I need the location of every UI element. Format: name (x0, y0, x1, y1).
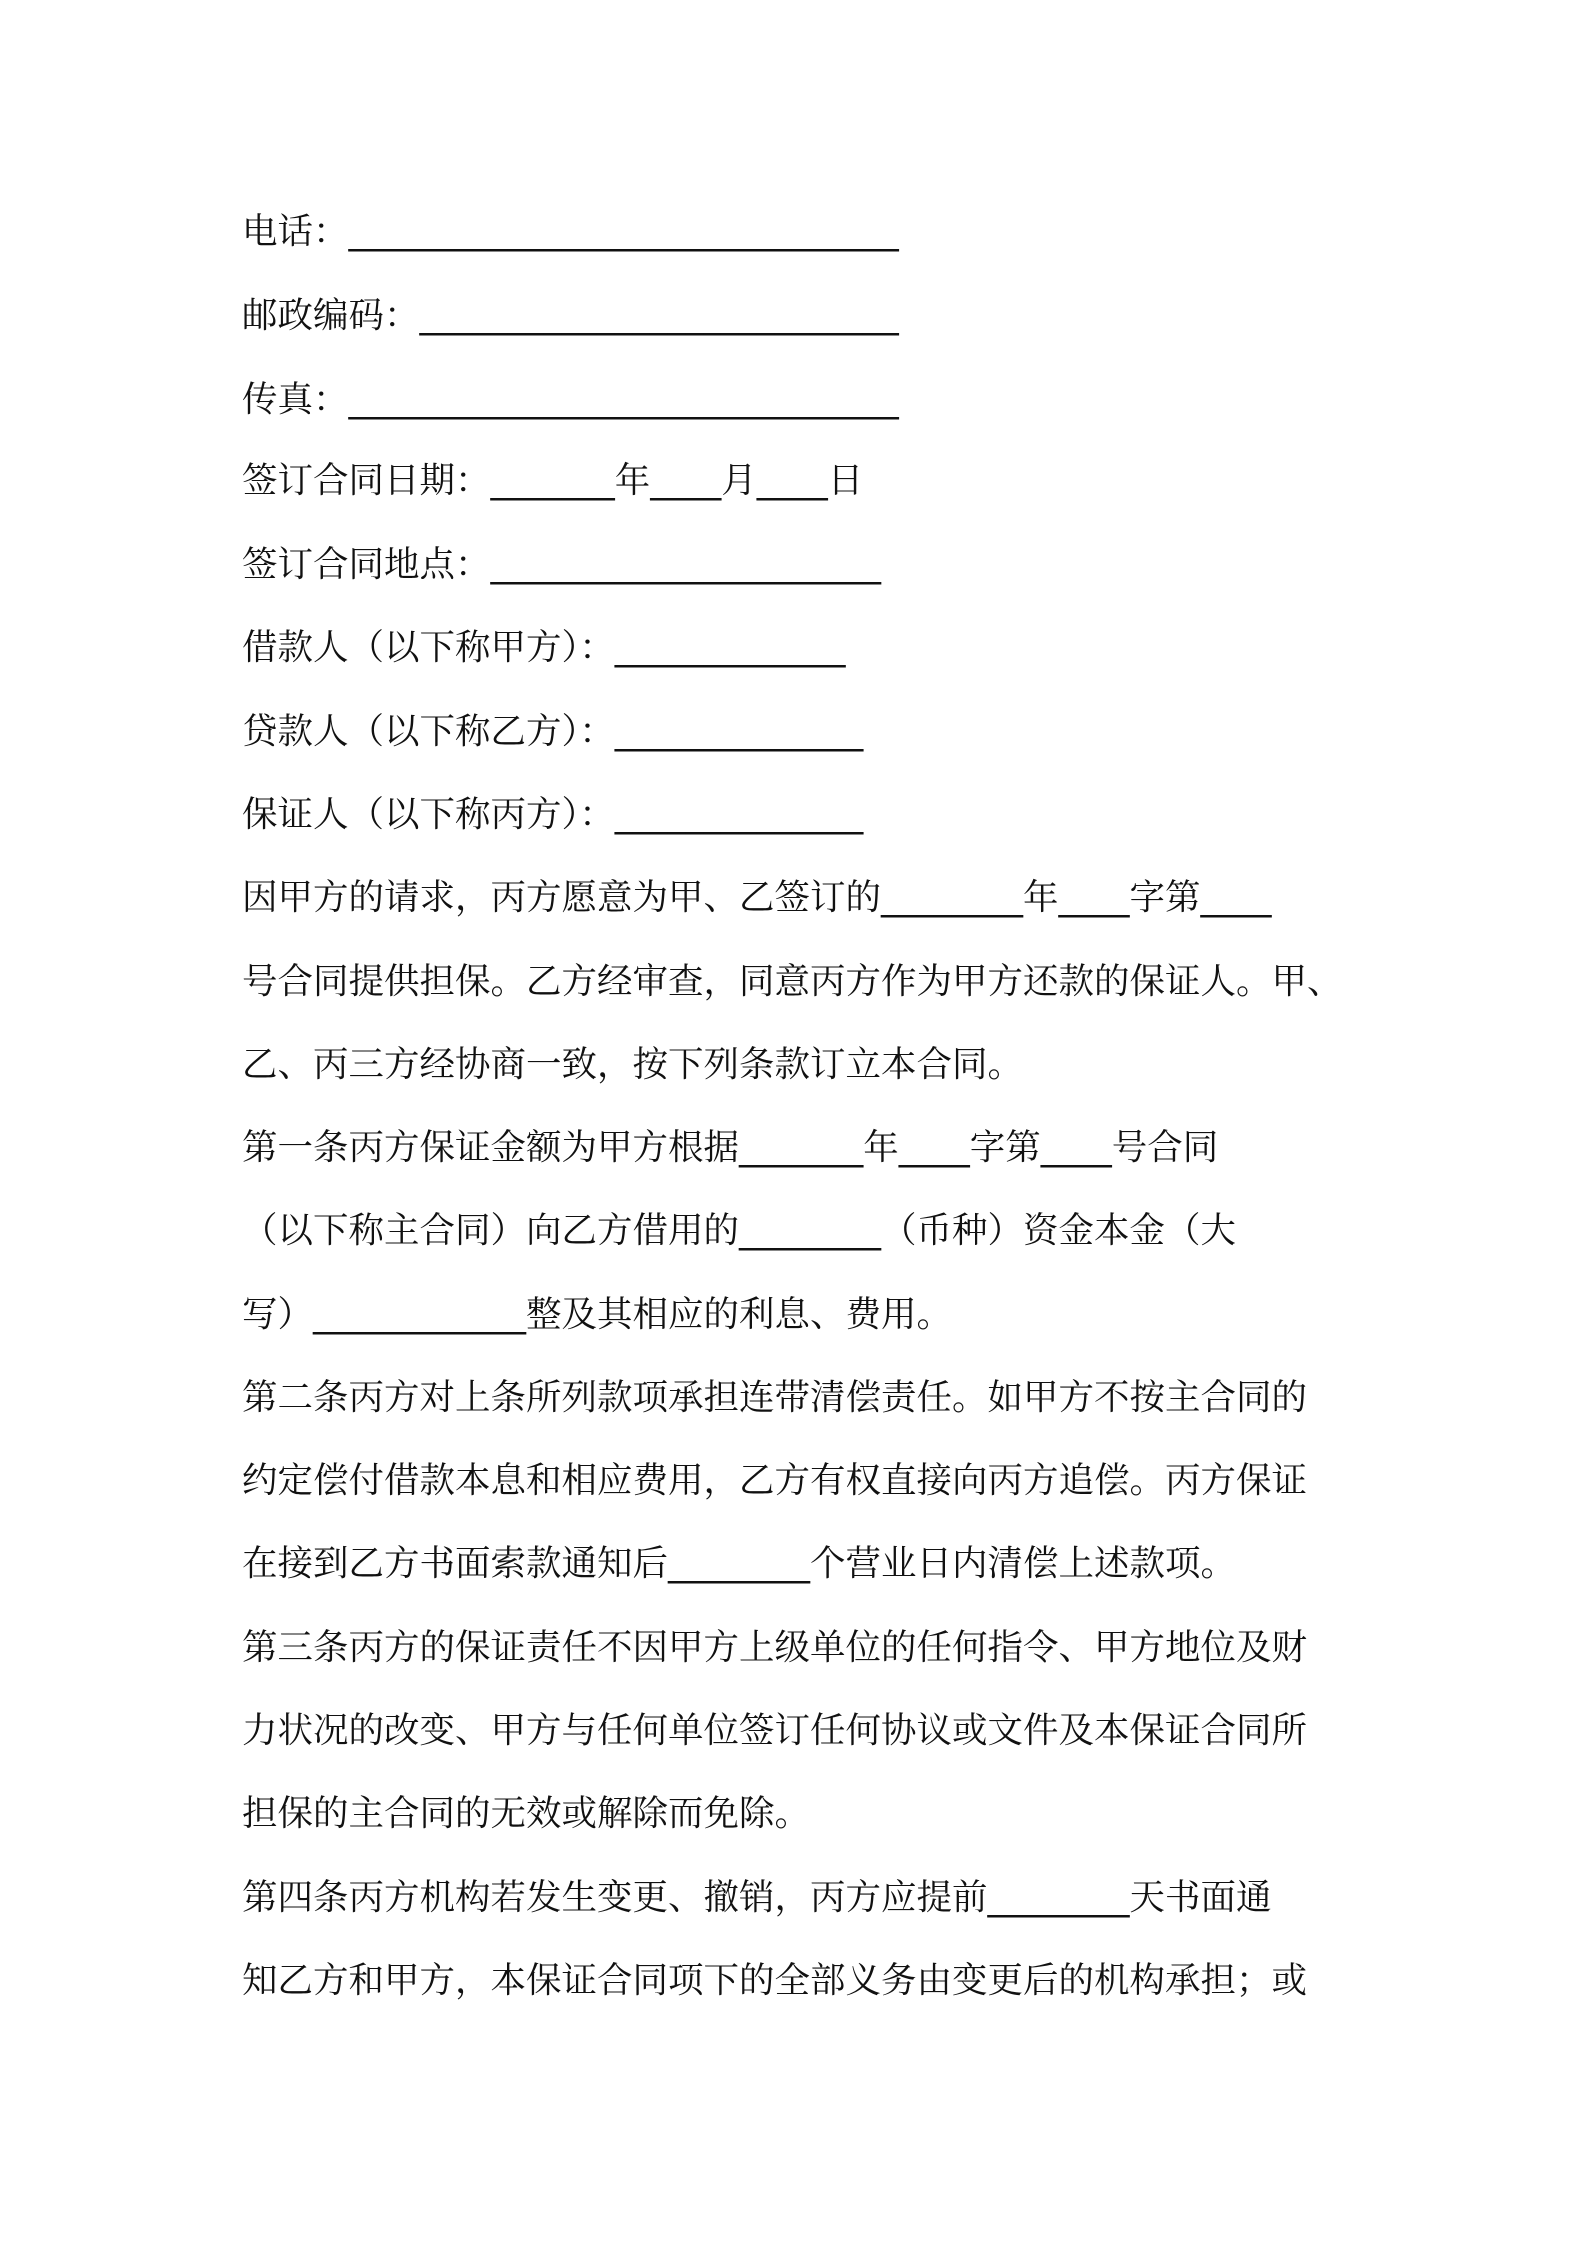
article-2-line: 第二条丙方对上条所列款项承担连带清偿责任。如甲方不按主合同的 (242, 1377, 1308, 1418)
preamble-line: 号合同提供担保。乙方经审查，同意丙方作为甲方还款的保证人。甲、 (242, 961, 1343, 1002)
article-3-line: 担保的主合同的无效或解除而免除。 (242, 1793, 811, 1834)
article-2-line: 约定偿付借款本息和相应费用，乙方有权直接向丙方追偿。丙方保证 (242, 1460, 1308, 1501)
article-2-line: 在接到乙方书面索款通知后________个营业日内清偿上述款项。 (242, 1543, 1237, 1584)
preamble-line: 因甲方的请求，丙方愿意为甲、乙签订的________年____字第____ (242, 877, 1272, 918)
article-3-line: 第三条丙方的保证责任不因甲方上级单位的任何指令、甲方地位及财 (242, 1627, 1308, 1668)
article-3-line: 力状况的改变、甲方与任何单位签订任何协议或文件及本保证合同所 (242, 1710, 1308, 1751)
article-4-line: 第四条丙方机构若发生变更、撤销，丙方应提前________天书面通 (242, 1877, 1272, 1918)
phone-field-line: 电话：_______________________________ (242, 211, 899, 252)
lender-line: 贷款人（以下称乙方）：______________ (242, 711, 864, 752)
article-4-line: 知乙方和甲方，本保证合同项下的全部义务由变更后的机构承担；或 (242, 1960, 1308, 2001)
article-1-line: （以下称主合同）向乙方借用的________（币种）资金本金（大 (242, 1210, 1237, 1251)
guarantor-line: 保证人（以下称丙方）：______________ (242, 794, 864, 835)
article-1-line: 写）____________整及其相应的利息、费用。 (242, 1294, 953, 1335)
signing-place-line: 签订合同地点：______________________ (242, 544, 882, 585)
signing-date-line: 签订合同日期：_______年____月____日 (242, 460, 864, 501)
article-1-line: 第一条丙方保证金额为甲方根据_______年____字第____号合同 (242, 1127, 1219, 1168)
postal-code-field-line: 邮政编码：___________________________ (242, 295, 899, 336)
borrower-line: 借款人（以下称甲方）：_____________ (242, 627, 846, 668)
preamble-line: 乙、丙三方经协商一致，按下列条款订立本合同。 (242, 1044, 1024, 1085)
fax-field-line: 传真：_______________________________ (242, 379, 899, 420)
